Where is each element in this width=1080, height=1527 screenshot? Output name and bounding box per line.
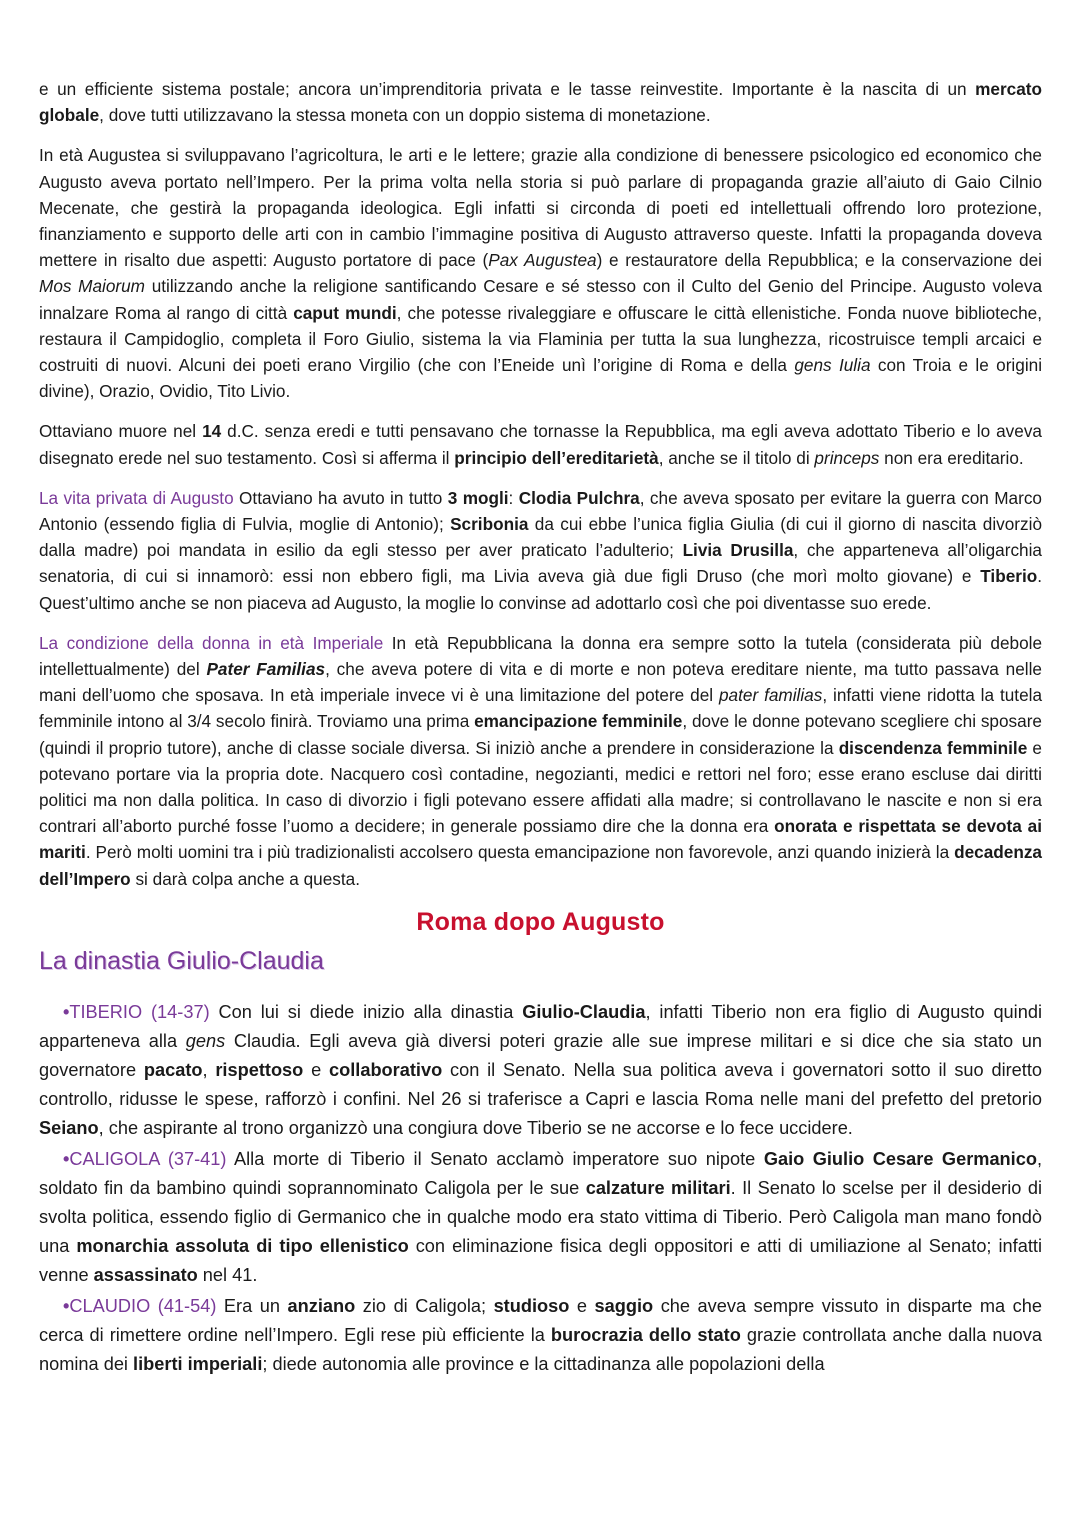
bullet-icon: • bbox=[63, 1295, 70, 1316]
paragraph-lead: La vita privata di Augusto bbox=[39, 487, 234, 508]
page-title: Roma dopo Augusto bbox=[416, 907, 665, 936]
section-heading: La dinastia Giulio-Claudia bbox=[39, 946, 324, 975]
paragraph-augustan-age: In età Augustea si sviluppavano l’agricoltura, le arti e le lettere; grazie alla condizione di benessere psicologico ed economico che Augusto aveva portato nell’Impero. Per la prima volta nella storia si può parlare di propaganda grazie all’aiuto di Gaio Cilnio Mecenate, che gestirà la propaganda ideologica. Egli infatti si circonda di poeti ed intellettuali offrendo loro protezione, finanziamento e supporto delle arti con in cambio l’immagine positiva di Augusto attraverso queste. Infatti la propaganda doveva mettere in risalto due aspetti: Augusto portatore di pace (Pax Augustea) e restauratore della Repubblica; e la conservazione dei Mos Maiorum utilizzando anche la religione santificando Cesare e sé stesso con il Culto del Genio del Principe. Augusto voleva innalzare Roma al rango di città caput mundi, che potesse rivaleggiare e offuscare le città ellenistiche. Fonda nuove biblioteche, restaura il Campidoglio, completa il Foro Giulio, sistema la via Flaminia per tutta la sua lunghezza, ricostruisce templi arcaici e costruiti di nuovi. Alcuni dei poeti erano Virgilio (che con l’Eneide unì l’origine di Roma e della gens Iulia con Troia e le origini divine), Orazio, Ovidio, Tito Livio. bbox=[39, 145, 1043, 402]
paragraph-economy: e un efficiente sistema postale; ancora un’imprenditoria privata e le tasse reinvestite. Importante è la nascita di un mercato globale, dove tutti utilizzavano la stessa moneta con un doppio sistema di monetazione. bbox=[39, 79, 1042, 126]
paragraph-women: La condizione della donna in età Imperiale In età Repubblicana la donna era sempre sotto la tutela (considerata più debole intellettualmente) del Pater Familias, che aveva potere di vita e di morte e non poteva ereditare niente, ma tutto passava nelle mani dell’uomo che sposava. In età imperiale invece vi è una limitazione del potere del pater familias, infatti viene ridotta la tutela femminile intono al 3/4 secolo finirà. Troviamo una prima emancipazione femminile, dove le donne potevano scegliere chi sposare (quindi il proprio tutore), anche di classe sociale diversa. Si iniziò anche a prendere in considerazione la discendenza femminile e potevano portare via la propria dote. Nacquero così contadine, negozianti, medici e rettori nel foro; esse erano escluse dai diritti politici ma non dalla politica. In caso di divorzio i figli potevano essere affidati alla madre; si controllavano le nascite e non si era contrari all’aborto purché fosse l’uomo a decidere; in generale possiamo dire che la donna era onorata e rispettata se devota ai mariti. Però molti uomini tra i più tradizionalisti accolsero questa emancipazione non favorevole, anzi quando inizierà la decadenza dell’Impero si darà colpa anche a questa. bbox=[39, 632, 1043, 889]
list-item-caligola: •CALIGOLA (37-41) Alla morte di Tiberio il Senato acclamò imperatore suo nipote Gaio Giulio Cesare Germanico, soldato fin da bambino quindi soprannominato Caligola per le sue calzature militari. Il Senato lo scelse per il desiderio di svolta politica, essendo figlio di Germanico che in qualche modo era stato vittima di Tiberio. Però Caligola man mano fondò una monarchia assoluta di tipo ellenistico con eliminazione fisica degli oppositori e atti di umiliazione al Senato; infatti venne assassinato nel 41. bbox=[39, 1148, 1043, 1285]
emperor-list bbox=[39, 998, 1042, 1379]
bullet-icon: • bbox=[63, 1148, 70, 1169]
paragraph-succession: Ottaviano muore nel 14 d.C. senza eredi e tutti pensavano che tornasse la Repubblica, ma egli aveva adottato Tiberio e lo aveva disegnato erede nel suo testamento. Così si afferma il principio dell’ereditarietà, anche se il titolo di princeps non era ereditario. bbox=[39, 421, 1042, 468]
paragraph-lead: La condizione della donna in età Imperiale bbox=[39, 632, 384, 653]
list-item-tiberio: •TIBERIO (14-37) Con lui si diede inizio alla dinastia Giulio-Claudia, infatti Tiberio non era figlio di Augusto quindi apparteneva alla gens Claudia. Egli aveva già diversi poteri grazie alle sue imprese militari e si dice che sia stato un governatore pacato, rispettoso e collaborativo con il Senato. Nella sua politica aveva i governatori sotto il suo diretto controllo, ridusse le spese, rafforzò i confini. Nel 26 si traferisce a Capri e lascia Roma nelle mani del prefetto del pretorio Seiano, che aspirante al trono organizzò una congiura dove Tiberio se ne accorse e lo fece uccidere. bbox=[39, 1001, 1043, 1138]
paragraph-private-life: La vita privata di Augusto Ottaviano ha avuto in tutto 3 mogli: Clodia Pulchra, che aveva sposato per evitare la guerra con Marco Antonio (essendo figlia di Fulvia, moglie di Antonio); Scribonia da cui ebbe l’unica figlia Giulia (di cui il giorno di nascita divorziò dalla madre) poi mandata in esilio da egli stesso per aver praticato l’adulterio; Livia Drusilla, che apparteneva all’oligarchia senatoria, di cui si innamorò: essi non ebbero figli, ma Livia aveva già due figli Druso (che morì molto giovane) e Tiberio. Quest’ultimo anche se non piaceva ad Augusto, la moglie lo convinse ad adottarlo così che poi diventasse suo erede. bbox=[39, 487, 1042, 613]
list-item-claudio: •CLAUDIO (41-54) Era un anziano zio di Caligola; studioso e saggio che aveva sempre vissuto in disparte ma che cerca di rimettere ordine nell’Impero. Egli rese più efficiente la burocrazia dello stato grazie controllata anche dalla nuova nomina dei liberti imperiali; diede autonomia alle province e la cittadinanza alle popolazioni della bbox=[39, 1295, 1042, 1374]
bullet-icon: • bbox=[63, 1001, 70, 1022]
